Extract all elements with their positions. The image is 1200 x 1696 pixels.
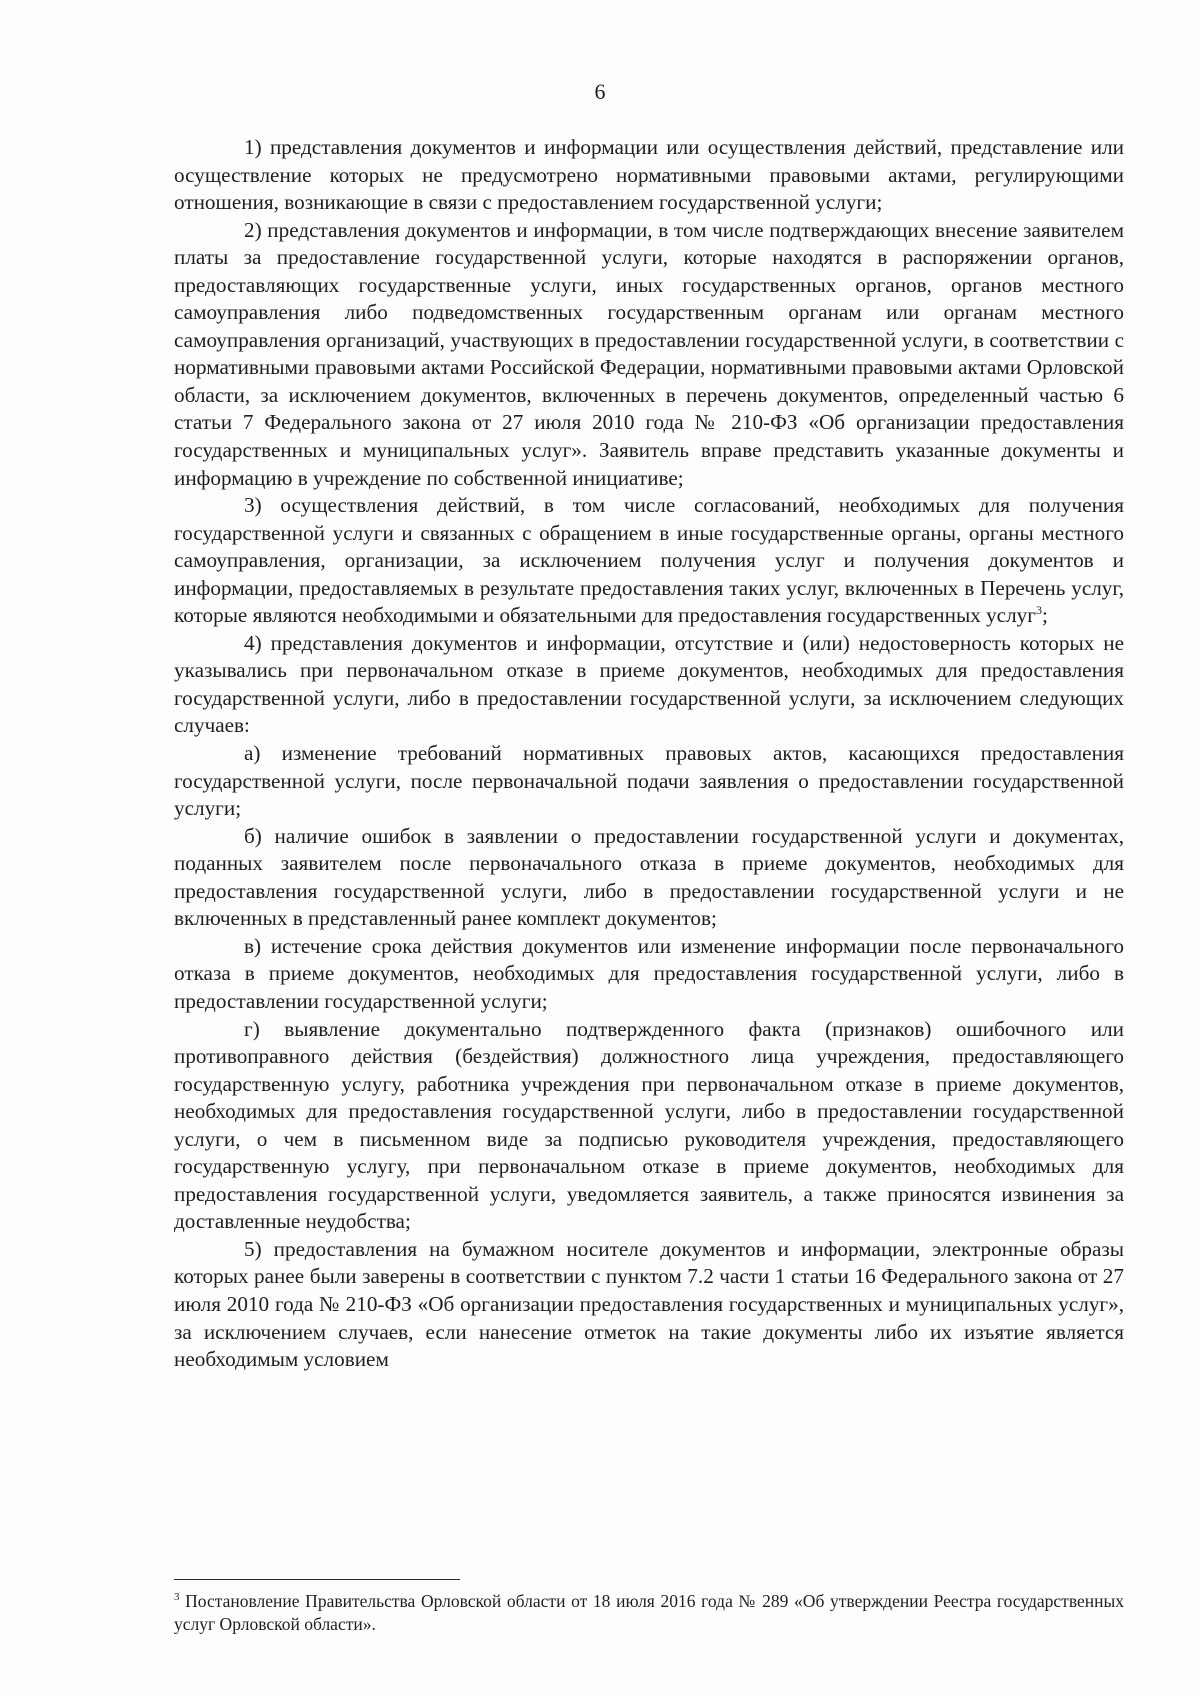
paragraph-subitem-v: в) истечение срока действия документов или изменение информации после первоначального отказа в приеме документов, необходимых для предоставления государственной услуги, либо в предоставлении государственной услуги; — [174, 933, 1124, 1013]
paragraph-subitem-g: г) выявление документально подтвержденного факта (признаков) ошибочного или противоправного действия (бездействия) должностного лица учреждения, предоставляющего государственную услугу, работника учреждения при первоначальном отказе в приеме документов, необходимых для предоставления государственной услуги, либо в предоставлении государственной услуги, о чем в письменном виде за подписью руководителя учреждения, предоставляющего государственную услугу, при первоначальном отказе в приеме документов, необходимых для предоставления государственной услуги, уведомляется заявитель, а также приносятся извинения за доставленные неудобства; — [174, 1016, 1124, 1234]
paragraph-item-3 — [174, 492, 1124, 630]
paragraph-item-3-text: 3) осуществления действий, в том числе согласований, необходимых для получения государственной услуги и связанных с обращением в иные государственные органы, органы местного самоуправления, организации, за исключением получения услуг и получения документов и информации, предоставляемых в результате предоставления таких услуг, включенных в Перечень услуг, которые являются необходимыми и обязательными для предоставления государственных услуг — [174, 493, 1124, 628]
footnote-divider — [174, 1579, 460, 1580]
footnote-text: Постановление Правительства Орловской области от 18 июля 2016 года № 289 «Об утверждении Реестра государственных услуг Орловской области». — [174, 1591, 1124, 1634]
footnote — [174, 1590, 1124, 1636]
footnote-marker: 3 — [174, 1591, 180, 1604]
footnote-text-block — [174, 1590, 1124, 1636]
paragraph-subitem-a: а) изменение требований нормативных правовых актов, касающихся предоставления государственной услуги, после первоначальной подачи заявления о предоставлении государственной услуги; — [174, 741, 1124, 821]
page-number: 6 — [594, 79, 606, 104]
paragraph-item-4: 4) представления документов и информации, отсутствие и (или) недостоверность которых не указывались при первоначальном отказе в приеме документов, необходимых для предоставления государственной услуги, либо в предоставлении государственной услуги, за исключением следующих случаев: — [174, 630, 1124, 738]
paragraph-item-3-tail: ; — [1041, 603, 1048, 628]
document-body — [174, 134, 1124, 1374]
footnote-reference: 3 — [1035, 603, 1042, 618]
paragraph-item-5: 5) предоставления на бумажном носителе документов и информации, электронные образы которых ранее были заверены в соответствии с пунктом 7.2 части 1 статьи 16 Федерального закона от 27 июля 2010 года № 210-ФЗ «Об организации предоставления государственных и муниципальных услуг», за исключением случаев, если нанесение отметок на такие документы либо их изъятие является необходимым условием — [174, 1236, 1124, 1372]
paragraph-subitem-b: б) наличие ошибок в заявлении о предоставлении государственной услуги и документах, поданных заявителем после первоначального отказа в приеме документов, необходимых для предоставления государственной услуги, либо в предоставлении государственной услуги и не включенных в представленный ранее комплект документов; — [174, 823, 1124, 931]
paragraph-item-1: 1) представления документов и информации или осуществления действий, представление или осуществление которых не предусмотрено нормативными правовыми актами, регулирующими отношения, возникающие в связи с предоставлением государственной услуги; — [174, 135, 1124, 215]
paragraph-item-2: 2) представления документов и информации, в том числе подтверждающих внесение заявителем платы за предоставление государственной услуги, которые находятся в распоряжении органов, предоставляющих государственные услуги, иных государственных органов, органов местного самоуправления либо подведомственных государственным органам или органам местного самоуправления организаций, участвующих в предоставлении государственной услуги, в соответствии с нормативными правовыми актами Российской Федерации, нормативными правовыми актами Орловской области, за исключением документов, включенных в перечень документов, определенный частью 6 статьи 7 Федерального закона от 27 июля 2010 года № 210-ФЗ «Об организации предоставления государственных и муниципальных услуг». Заявитель вправе представить указанные документы и информацию в учреждение по собственной инициативе; — [174, 217, 1124, 490]
